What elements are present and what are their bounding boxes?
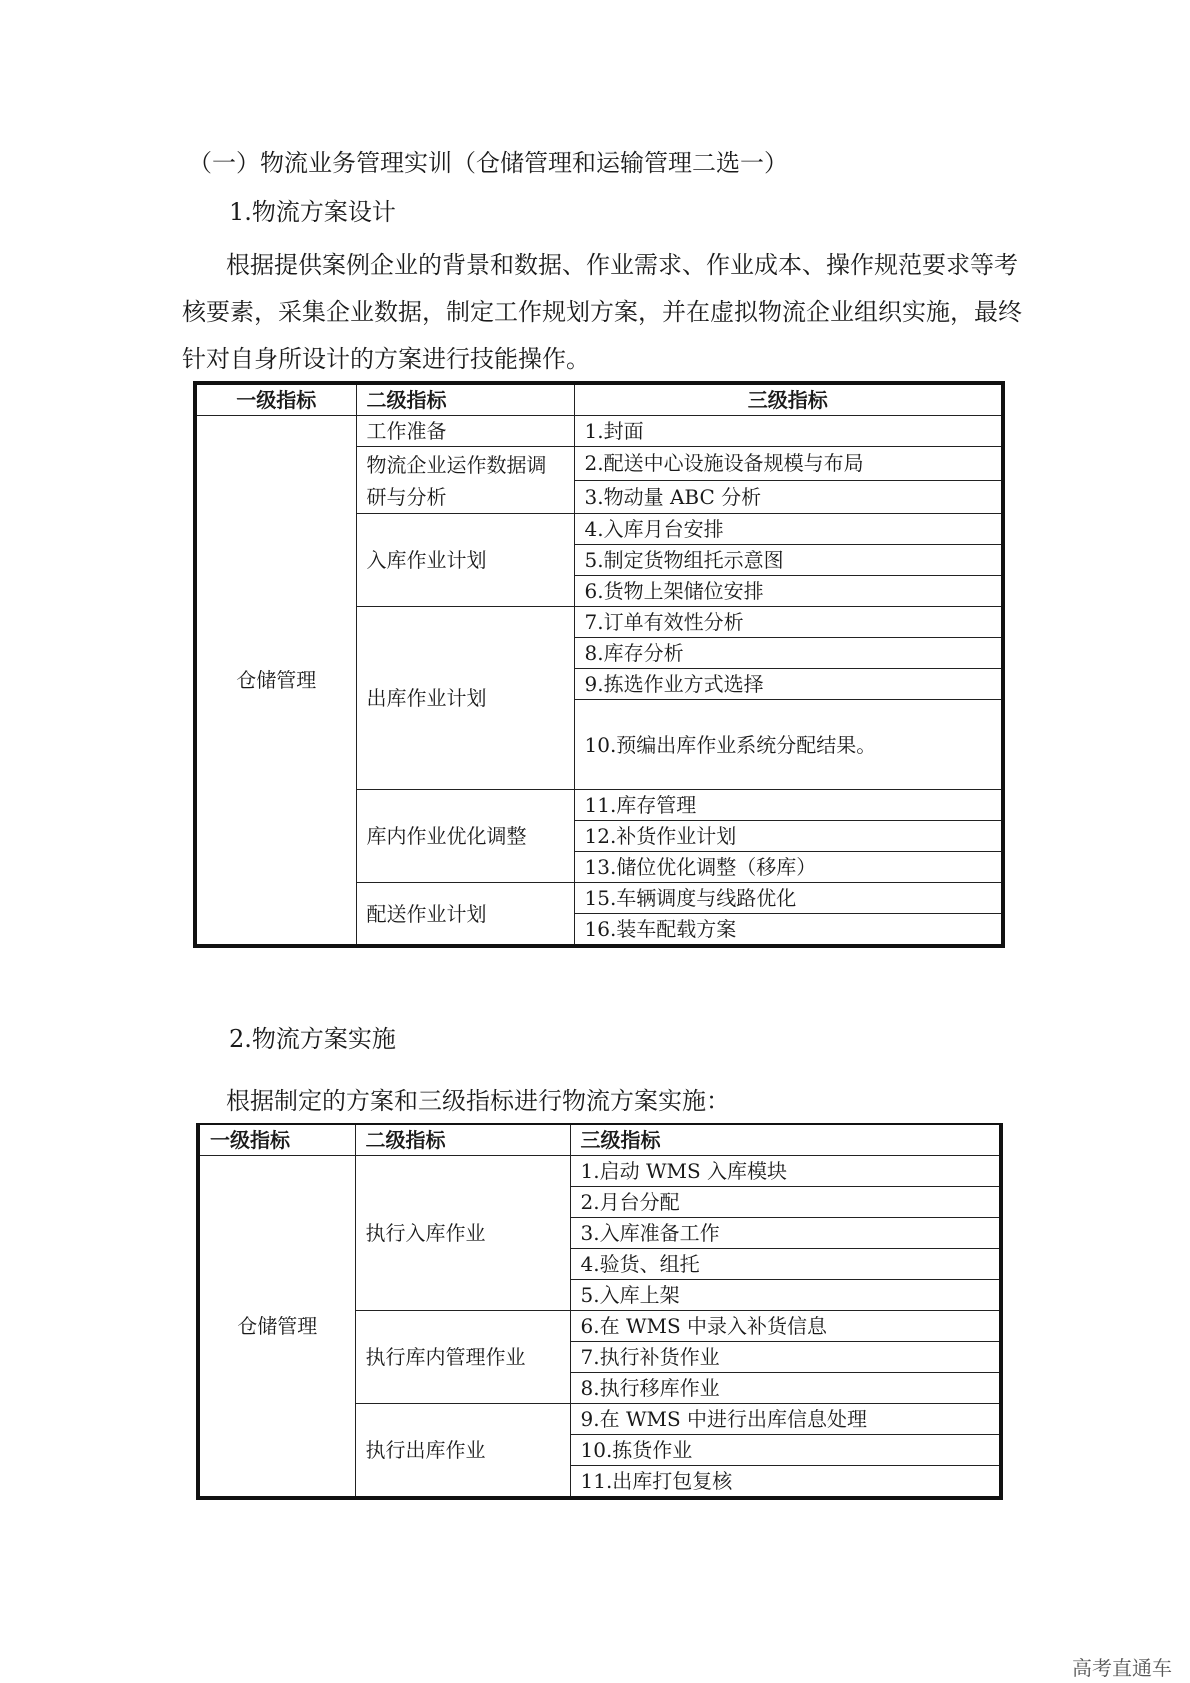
level2-cell: 库内作业优化调整 [356, 790, 574, 883]
header-level2: 二级指标 [355, 1124, 570, 1156]
level2-cell: 执行出库作业 [355, 1404, 570, 1499]
header-level1: 一级指标 [198, 1124, 355, 1156]
level3-cell: 7.订单有效性分析 [574, 607, 1003, 638]
level3-cell: 9.在 WMS 中进行出库信息处理 [570, 1404, 1001, 1435]
subsection-title-design: 1.物流方案设计 [229, 198, 396, 226]
level1-cell: 仓储管理 [198, 1156, 355, 1499]
level2-cell: 配送作业计划 [356, 883, 574, 947]
level2-cell: 入库作业计划 [356, 514, 574, 607]
table-row [195, 416, 1003, 447]
header-level2: 二级指标 [356, 383, 574, 416]
level3-cell: 4.入库月台安排 [574, 514, 1003, 545]
implementation-indicator-table [196, 1123, 1003, 1500]
level3-cell: 3.入库准备工作 [570, 1218, 1001, 1249]
level1-cell: 仓储管理 [195, 416, 356, 947]
level3-cell: 9.拣选作业方式选择 [574, 669, 1003, 700]
level3-cell: 15.车辆调度与线路优化 [574, 883, 1003, 914]
watermark: 高考直通车 [1072, 1656, 1172, 1680]
level2-cell: 执行库内管理作业 [355, 1311, 570, 1404]
level2-cell: 执行入库作业 [355, 1156, 570, 1311]
level2-cell: 出库作业计划 [356, 607, 574, 790]
level2-cell: 工作准备 [356, 416, 574, 447]
subsection-title-implementation: 2.物流方案实施 [229, 1025, 396, 1053]
level3-cell: 6.货物上架储位安排 [574, 576, 1003, 607]
level3-cell: 7.执行补货作业 [570, 1342, 1001, 1373]
design-indicator-table [193, 381, 1005, 948]
level3-cell: 1.启动 WMS 入库模块 [570, 1156, 1001, 1187]
level3-cell: 2.月台分配 [570, 1187, 1001, 1218]
level3-cell: 4.验货、组托 [570, 1249, 1001, 1280]
level3-cell: 6.在 WMS 中录入补货信息 [570, 1311, 1001, 1342]
level2-cell: 物流企业运作数据调 研与分析 [356, 447, 574, 514]
header-level3: 三级指标 [574, 383, 1003, 416]
level3-cell: 8.执行移库作业 [570, 1373, 1001, 1404]
section-title: （一）物流业务管理实训（仓储管理和运输管理二选一） [188, 149, 788, 177]
level3-cell: 5.制定货物组托示意图 [574, 545, 1003, 576]
level3-cell: 16.装车配载方案 [574, 914, 1003, 947]
table-header-row [195, 383, 1003, 416]
level3-cell: 5.入库上架 [570, 1280, 1001, 1311]
level3-cell: 13.储位优化调整（移库） [574, 852, 1003, 883]
level3-cell: 11.库存管理 [574, 790, 1003, 821]
table-row [198, 1156, 1001, 1187]
implementation-paragraph: 根据制定的方案和三级指标进行物流方案实施： [226, 1087, 730, 1115]
level3-cell: 2.配送中心设施设备规模与布局 [574, 447, 1003, 481]
level3-cell: 10.拣货作业 [570, 1435, 1001, 1466]
level3-cell: 12.补货作业计划 [574, 821, 1003, 852]
level3-cell: 10.预编出库作业系统分配结果。 [574, 700, 1003, 790]
header-level3: 三级指标 [570, 1124, 1001, 1156]
level3-cell: 3.物动量 ABC 分析 [574, 480, 1003, 514]
design-paragraph: 根据提供案例企业的背景和数据、作业需求、作业成本、操作规范要求等考核要素，采集企业数据，制定工作规划方案，并在虚拟物流企业组织实施，最终针对自身所设计的方案进行技能操作。 [182, 251, 1022, 373]
level3-cell: 8.库存分析 [574, 638, 1003, 669]
level3-cell: 11.出库打包复核 [570, 1466, 1001, 1499]
level3-cell: 1.封面 [574, 416, 1003, 447]
header-level1: 一级指标 [195, 383, 356, 416]
table-header-row [198, 1124, 1001, 1156]
